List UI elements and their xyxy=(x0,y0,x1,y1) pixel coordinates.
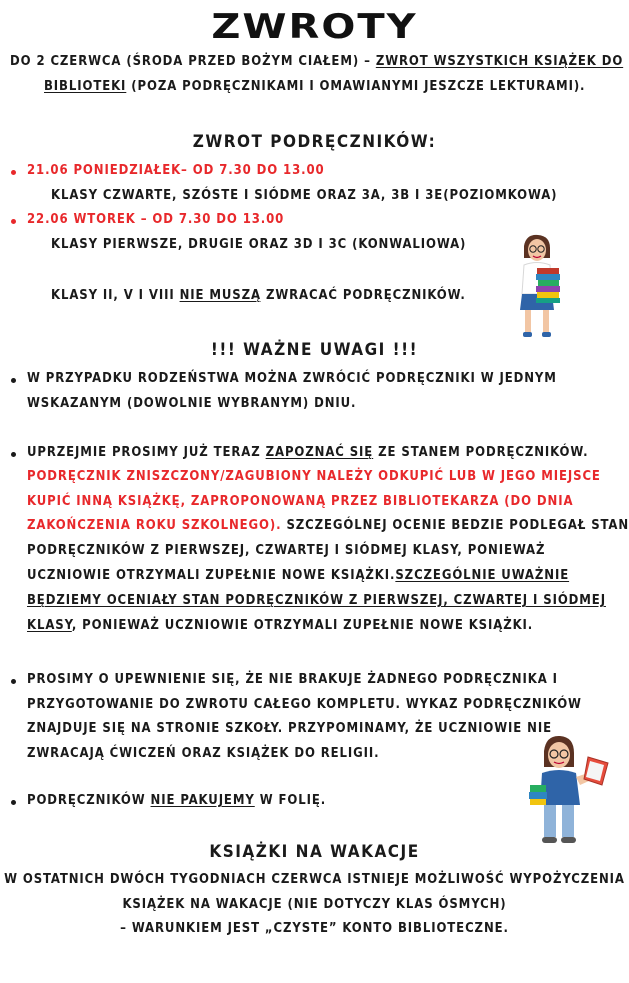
bullet-icon xyxy=(11,800,16,805)
remark-3-line-3: ZNAJDUJE SIĘ NA STRONIE SZKOŁY. PRZYPOMINAMY, ŻE UCZNIOWIE NIE xyxy=(27,721,552,736)
return-day-2-classes: KLASY PIERWSZE, DRUGIE ORAZ 3D I 3C (KONWALIOWA) xyxy=(51,237,467,252)
remark-2-line-6: UCZNIOWIE OTRZYMALI ZUPEŁNIE NOWE KSIĄŻKI.SZCZEGÓLNIE UWAŻNIE xyxy=(27,568,570,583)
remark-2-line-3: KUPIĆ INNĄ KSIĄŻKĘ, ZAPROPONOWANĄ PRZEZ BIBLIOTEKARZA (DO DNIA xyxy=(27,494,574,509)
returns-heading: ZWROT PODRĘCZNIKÓW: xyxy=(192,132,437,152)
bullet-icon xyxy=(11,679,16,684)
intro-line-1: DO 2 CZERWCA (ŚRODA PRZED BOŻYM CIAŁEM) – ZWROT WSZYSTKICH KSIĄŻEK DO xyxy=(10,54,624,69)
remark-4: PODRĘCZNIKÓW NIE PAKUJEMY W FOLIĘ. xyxy=(27,793,327,808)
remark-3-line-4: ZWRACAJĄ ĆWICZEŃ ORAZ KSIĄŻEK DO RELIGII. xyxy=(27,746,380,761)
bullet-icon xyxy=(11,219,16,224)
page-title: ZWROTY xyxy=(211,7,418,47)
holiday-line-1: W OSTATNICH DWÓCH TYGODNIACH CZERWCA ISTNIEJE MOŻLIWOŚĆ WYPOŻYCZENIA xyxy=(4,872,625,887)
librarian-with-books-sticker-icon xyxy=(512,232,562,340)
no-return-note: KLASY II, V I VIII NIE MUSZĄ ZWRACAĆ PODRĘCZNIKÓW. xyxy=(51,288,466,303)
holiday-heading: KSIĄŻKI NA WAKACJE xyxy=(209,842,420,862)
remark-2-line-7: BĘDZIEMY OCENIAŁY STAN PODRĘCZNIKÓW Z PIERWSZEJ, CZWARTEJ I SIÓDMEJ xyxy=(27,593,606,608)
bullet-icon xyxy=(11,378,16,383)
return-day-2: 22.06 WTOREK – OD 7.30 DO 13.00 xyxy=(27,212,285,227)
remark-1-line-2: WSKAZANYM (DOWOLNIE WYBRANYM) DNIU. xyxy=(27,396,357,411)
remark-3-line-1: PROSIMY O UPEWNIENIE SIĘ, ŻE NIE BRAKUJE ŻADNEGO PODRĘCZNIKA I xyxy=(27,672,558,687)
bullet-icon xyxy=(11,170,16,175)
remark-1-line-1: W PRZYPADKU RODZEŃSTWA MOŻNA ZWRÓCIĆ PODRĘCZNIKI W JEDNYM xyxy=(27,371,557,386)
bullet-icon xyxy=(11,452,16,457)
holiday-line-3: – WARUNKIEM JEST „CZYSTE” KONTO BIBLIOTECZNE. xyxy=(120,921,509,936)
remark-3-line-2: PRZYGOTOWANIE DO ZWROTU CAŁEGO KOMPLETU. WYKAZ PODRĘCZNIKÓW xyxy=(27,697,582,712)
remark-2-line-1: UPRZEJMIE PROSIMY JUŻ TERAZ ZAPOZNAĆ SIĘ ZE STANEM PODRĘCZNIKÓW. xyxy=(27,445,589,460)
remark-2-line-5: PODRĘCZNIKÓW Z PIERWSZEJ, CZWARTEJ I SIÓDMEJ KLASY, PONIEWAŻ xyxy=(27,543,546,558)
holiday-line-2: KSIĄŻEK NA WAKACJE (NIE DOTYCZY KLAS ÓSMYCH) xyxy=(122,897,507,912)
intro-line-2: BIBLIOTEKI (POZA PODRĘCZNIKAMI I OMAWIANYMI JESZCZE LEKTURAMI). xyxy=(44,79,586,94)
remarks-heading: !!! WAŻNE UWAGI !!! xyxy=(210,340,419,360)
librarian-reading-sticker-icon xyxy=(528,733,612,845)
return-day-1: 21.06 PONIEDZIAŁEK– OD 7.30 DO 13.00 xyxy=(27,163,325,178)
remark-2-line-8: KLASY, PONIEWAŻ UCZNIOWIE OTRZYMALI ZUPEŁNIE NOWE KSIĄŻKI. xyxy=(27,618,534,633)
remark-2-line-4: ZAKOŃCZENIA ROKU SZKOLNEGO). SZCZEGÓLNEJ OCENIE BEDZIE PODLEGAŁ STAN xyxy=(27,518,629,533)
return-day-1-classes: KLASY CZWARTE, SZÓSTE I SIÓDME ORAZ 3A, 3B I 3E(POZIOMKOWA) xyxy=(51,188,558,203)
remark-2-line-2: PODRĘCZNIK ZNISZCZONY/ZAGUBIONY NALEŻY ODKUPIĆ LUB W JEGO MIEJSCE xyxy=(27,469,601,484)
